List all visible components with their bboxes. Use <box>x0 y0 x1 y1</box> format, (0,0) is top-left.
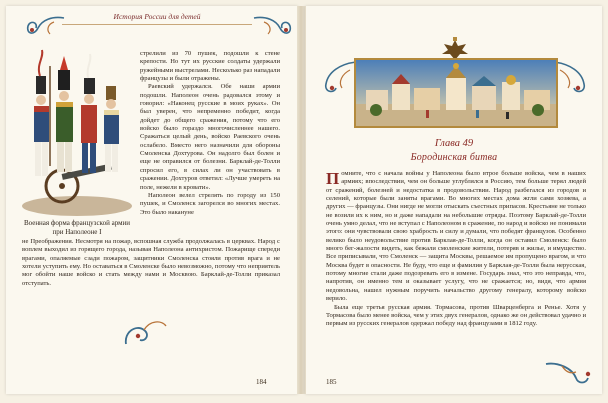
corner-ornament-icon <box>250 12 294 40</box>
paragraph: не Преображения. Несмотря на пожар, вспошная служба продолжалась в церквах. Народ с воплем выходил из горящего города, называя Наполеона антихристом. Пожарище спереди врагами, опаляемые сзади пожаром, защитники Смоленска стояли против врага и не хотели уступить ему. Но оставаться в Смоленске было невозможно, потому что неприятель мог обойти наше войско и стать между нами и Москвою. Барклай-де-Толли приказал отступать. <box>22 238 280 287</box>
paragraph: стрелили из 70 пушек, подошли к стене крепости. Но тут их русские солдаты удержали ружейными выстрелами. Несколько раз нападали французы и были отражены. <box>140 50 280 83</box>
chapter-title: Бородинская битва <box>410 152 498 163</box>
paragraph: Была еще третья русская армия. Тормасова, против Шварценберга и Ренье. Хотя у Тормасова было менее войска, чем у этих двух генералов, однако же он действовал удачно и первым из русских генералов одержал победу над французами в 1812 году. <box>326 303 586 328</box>
running-header: История России для детей <box>62 10 252 25</box>
right-page <box>305 6 602 394</box>
paragraph: Наполеон велел стрелять по городу из 150 пушек, и Смоленск загорелся во многих местах. Это было накануне <box>140 191 280 216</box>
page-number: 185 <box>326 378 337 386</box>
chapter-number: Глава 49 <box>434 138 474 149</box>
illustration-caption: Военная форма французской армии при Наполеоне I <box>23 219 131 236</box>
chapter-body-text <box>326 170 586 329</box>
bottom-ornament-icon <box>542 358 594 388</box>
left-bottom-text <box>22 238 280 288</box>
bottom-ornament-icon <box>120 314 170 348</box>
paragraph: Раевский удержался. Обе наши армии подошли. Наполеон очень радовался этому и говорил: «Наконец русские в моих руках». Он был уверен, что непременно победит, когда дойдет до общего сражения, потому что его войско было гораздо многочисленнее нашего. Сражаться целый день, войско Раевского очень ослабело. Вместо него назначили для обороны Смоленска Дохтурова. Он надолго был болен и еще не оправился от болезни. Барклай-де-Толли спросил его, в силах ли он участвовать в сражении. Дохтуров ответил: «Лучше умереть на поле, нежели в кровати». <box>140 83 280 191</box>
left-column-text <box>140 50 280 217</box>
paragraph: омните, что с начала войны у Наполеона было втрое больше войска, чем в наших армиях; впоследствии, чем он больше углублялся в Россию, тем больше терял людей от сражений, болезней и недостатка в продовольствии. Народ разбегался из городов и селений, которые были заняты врагами. Во многих местах дома жгли сами хозяева, а других — французы. Они нигде не могли отыскать съестных припасов. Крестьяне не только не возили их к ним, но и даже нападали на небольшие отряды. Поэтому Барклай-де-Толли очень умно делал, что не вступал с Наполеоном в сражение, по народ и войско не понимали этого: они чувствовали свою храбрость и силу и думали, что победят французов. Особенно велико было неудовольствие против Барклая-де-Толли, когда он оставил Смоленск: было много бег-жалости видеть, как бежали смоленские жители, потеряв и жилье, и имущество. Все приписывали, что Смоленск — защита Москвы, решаемое им пропущено врагом, и что Москва будет в опасности. Не буду, что еще и фамилия у Барклая-де-Толли была нерусская, потому многие стали даже подозревать его в измене. Государь знал, что это неправда, что, напротив, он именно тем и оказывает услугу, что не сражается; но, видя, что армия недовольна, нашел нужным поручить начальство другому генералу, которому войско верило. <box>326 170 586 303</box>
drop-cap: П <box>326 169 340 188</box>
book-gutter <box>297 6 305 394</box>
city-panorama-illustration <box>354 58 558 128</box>
soldiers-illustration <box>22 46 132 216</box>
left-page <box>6 6 298 394</box>
page-number: 184 <box>256 378 267 386</box>
corner-ornament-icon <box>24 12 68 40</box>
